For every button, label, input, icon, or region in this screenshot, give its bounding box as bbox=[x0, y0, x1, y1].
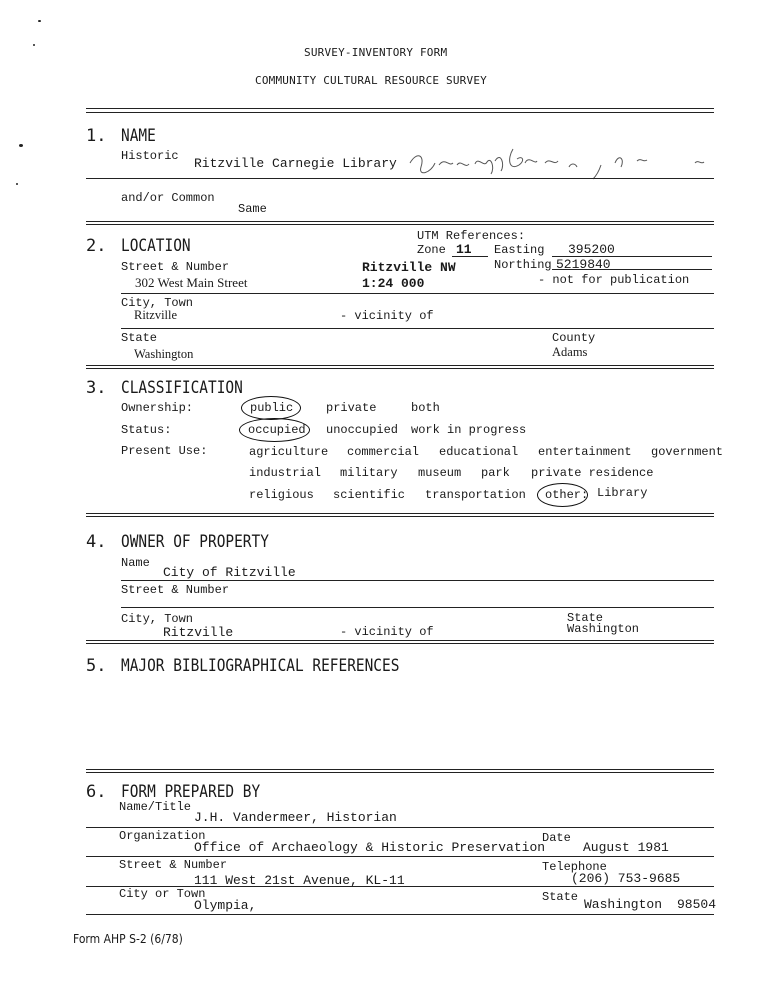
section-6-number: 6. bbox=[86, 782, 107, 802]
section-4-heading: OWNER OF PROPERTY bbox=[121, 532, 269, 552]
owner-vicinity-label: - vicinity of bbox=[340, 625, 434, 639]
zone-value: 11 bbox=[456, 242, 472, 257]
use-museum[interactable]: museum bbox=[418, 466, 462, 480]
preparer-name-value: J.H. Vandermeer, Historian bbox=[194, 810, 397, 825]
city-value: Ritzville bbox=[134, 308, 178, 322]
use-agriculture[interactable]: agriculture bbox=[249, 445, 329, 459]
use-government[interactable]: government bbox=[651, 445, 724, 459]
section-2-number: 2. bbox=[86, 236, 107, 256]
section-3-number: 3. bbox=[86, 378, 107, 398]
section-1-heading: NAME bbox=[121, 126, 156, 146]
use-educational[interactable]: educational bbox=[439, 445, 519, 459]
owner-city-value: Ritzville bbox=[163, 625, 234, 640]
preparer-street-label: Street & Number bbox=[119, 858, 228, 872]
preparer-city-label: City or Town bbox=[119, 887, 206, 901]
status-label: Status: bbox=[121, 423, 172, 437]
county-label: County bbox=[552, 331, 596, 345]
use-commercial[interactable]: commercial bbox=[347, 445, 420, 459]
divider bbox=[121, 293, 714, 294]
county-value: Adams bbox=[552, 345, 588, 359]
ownership-public[interactable]: public bbox=[250, 401, 294, 415]
form-title: SURVEY-INVENTORY FORM bbox=[304, 46, 448, 59]
section-divider bbox=[86, 640, 714, 644]
section-6-heading: FORM PREPARED BY bbox=[121, 782, 261, 802]
divider bbox=[86, 112, 714, 113]
zone-underline bbox=[452, 256, 488, 257]
state-label: State bbox=[121, 331, 158, 345]
historic-name-value: Ritzville Carnegie Library bbox=[194, 156, 397, 171]
date-label: Date bbox=[542, 831, 571, 845]
use-private-residence[interactable]: private residence bbox=[531, 466, 654, 480]
present-use-label: Present Use: bbox=[121, 444, 208, 458]
owner-city-label: City, Town bbox=[121, 612, 194, 626]
owner-state-label: State bbox=[567, 611, 604, 625]
ownership-private[interactable]: private bbox=[326, 401, 377, 415]
form-id: Form AHP S-2 (6/78) bbox=[73, 932, 183, 946]
zone-label: Zone bbox=[417, 243, 446, 257]
section-5-number: 5. bbox=[86, 656, 107, 676]
owner-state-value: Washington bbox=[567, 622, 640, 636]
status-occupied[interactable]: occupied bbox=[248, 423, 306, 437]
vicinity-label: - vicinity of bbox=[340, 309, 434, 323]
section-divider bbox=[86, 221, 714, 225]
owner-name-value: City of Ritzville bbox=[163, 565, 296, 580]
section-divider bbox=[86, 365, 714, 369]
preparer-zip-value: 98504 bbox=[677, 897, 717, 912]
common-label: and/or Common bbox=[121, 191, 215, 205]
scan-speck bbox=[38, 20, 41, 22]
divider bbox=[86, 914, 714, 915]
use-military[interactable]: military bbox=[340, 466, 398, 480]
owner-street-label: Street & Number bbox=[121, 583, 230, 597]
use-entertainment[interactable]: entertainment bbox=[538, 445, 632, 459]
divider bbox=[121, 580, 714, 581]
northing-label: Northing bbox=[494, 258, 552, 272]
selection-circle bbox=[241, 396, 301, 420]
status-unoccupied[interactable]: unoccupied bbox=[326, 423, 399, 437]
city-label: City, Town bbox=[121, 296, 194, 310]
divider bbox=[121, 328, 714, 329]
northing-value: 5219840 bbox=[556, 257, 611, 272]
quad-name: Ritzville NW bbox=[362, 260, 456, 275]
use-transportation[interactable]: transportation bbox=[425, 488, 526, 502]
divider bbox=[86, 856, 714, 857]
selection-circle bbox=[537, 483, 588, 507]
owner-name-label: Name bbox=[121, 556, 150, 570]
scan-speck bbox=[16, 183, 18, 185]
ownership-label: Ownership: bbox=[121, 401, 194, 415]
preparer-state-value: Washington bbox=[584, 897, 663, 912]
section-5-heading: MAJOR BIBLIOGRAPHICAL REFERENCES bbox=[121, 656, 400, 676]
section-2-heading: LOCATION bbox=[121, 236, 191, 256]
scan-speck bbox=[19, 144, 23, 147]
selection-circle bbox=[239, 418, 310, 442]
historic-label: Historic bbox=[121, 149, 179, 163]
organization-value: Office of Archaeology & Historic Preservation bbox=[194, 840, 546, 855]
street-value: 302 West Main Street bbox=[135, 275, 248, 290]
handwritten-annotation bbox=[405, 145, 735, 185]
use-other[interactable]: other: bbox=[545, 488, 589, 502]
easting-value: 395200 bbox=[568, 242, 615, 257]
organization-label: Organization bbox=[119, 829, 206, 843]
preparer-city-value: Olympia, bbox=[194, 898, 257, 913]
publication-note: - not for publication bbox=[538, 273, 690, 287]
preparer-street-value: 111 West 21st Avenue, KL-11 bbox=[194, 873, 405, 888]
use-religious[interactable]: religious bbox=[249, 488, 314, 502]
northing-underline bbox=[552, 269, 712, 270]
scan-speck bbox=[33, 44, 35, 46]
section-1-number: 1. bbox=[86, 126, 107, 146]
section-3-heading: CLASSIFICATION bbox=[121, 378, 243, 398]
preparer-state-label: State bbox=[542, 890, 579, 904]
status-work-in-progress[interactable]: work in progress bbox=[411, 423, 527, 437]
divider bbox=[86, 827, 714, 828]
section-divider bbox=[86, 769, 714, 773]
form-subtitle: COMMUNITY CULTURAL RESOURCE SURVEY bbox=[255, 74, 487, 87]
use-industrial[interactable]: industrial bbox=[249, 466, 322, 480]
section-4-number: 4. bbox=[86, 532, 107, 552]
state-value: Washington bbox=[134, 347, 194, 361]
use-other-value: Library bbox=[597, 486, 648, 500]
map-scale: 1:24 000 bbox=[362, 276, 425, 291]
use-scientific[interactable]: scientific bbox=[333, 488, 406, 502]
divider bbox=[121, 607, 714, 608]
easting-label: Easting bbox=[494, 243, 545, 257]
divider bbox=[86, 108, 714, 109]
telephone-label: Telephone bbox=[542, 860, 607, 874]
telephone-value: (206) 753-9685 bbox=[571, 871, 681, 886]
preparer-name-label: Name/Title bbox=[119, 800, 192, 814]
section-divider bbox=[86, 513, 714, 517]
common-name-value: Same bbox=[238, 202, 267, 216]
divider bbox=[86, 178, 714, 179]
utm-label: UTM References: bbox=[417, 229, 526, 243]
street-label: Street & Number bbox=[121, 260, 230, 274]
use-park[interactable]: park bbox=[481, 466, 510, 480]
date-value: August 1981 bbox=[583, 840, 669, 855]
ownership-both[interactable]: both bbox=[411, 401, 440, 415]
